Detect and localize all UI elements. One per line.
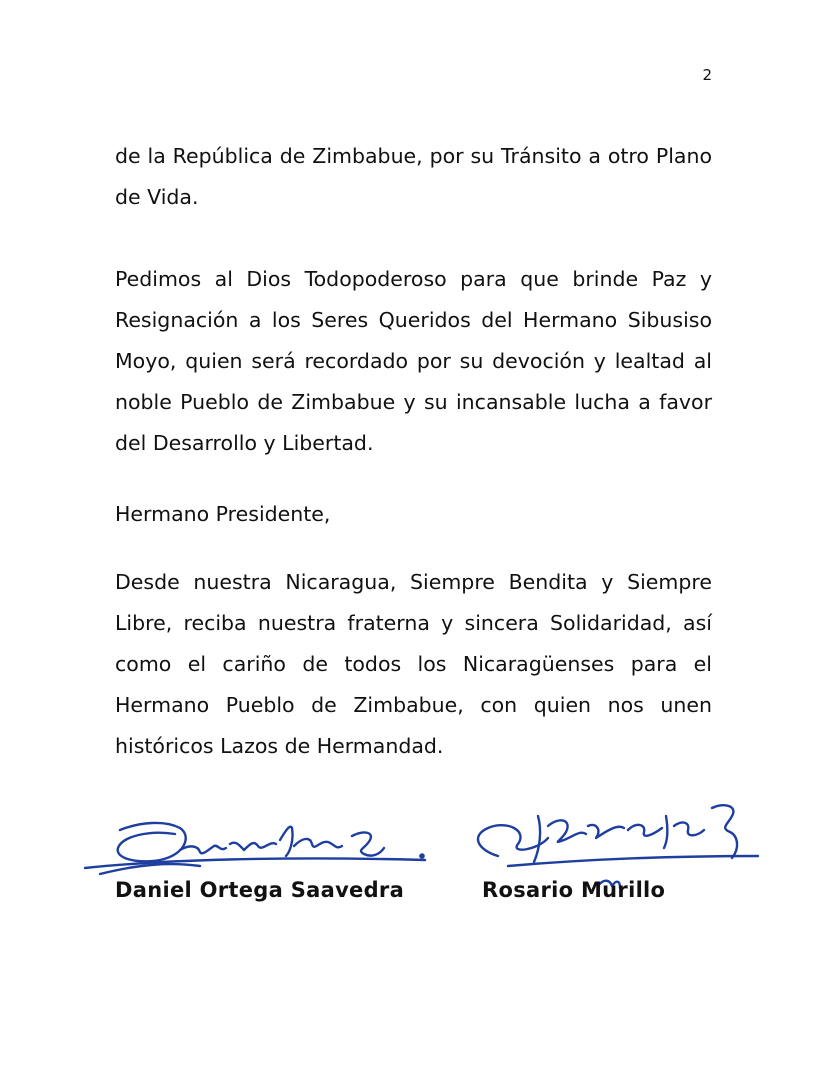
paragraph-solidarity: Desde nuestra Nicaragua, Siempre Bendita y Siempre Libre, reciba nuestra fraterna y sincera Solidaridad, así como el cariño de todos los Nicaragüenses para el Hermano Pueblo de Zimbabue, con quien nos unen históricos Lazos de Hermandad. (115, 570, 712, 758)
signatory-name-right: Rosario Murillo (482, 878, 666, 902)
paragraph-prayer: Pedimos al Dios Todopoderoso para que brinde Paz y Resignación a los Seres Queridos del Hermano Sibusiso Moyo, quien será recordado por su devoción y lealtad al noble Pueblo de Zimbabue y su incansable lucha a favor del Desarrollo y Libertad. (115, 267, 712, 455)
paragraph-closing-condolence: de la República de Zimbabue, por su Tránsito a otro Plano de Vida. (115, 144, 712, 209)
signature-daniel-ortega (80, 800, 440, 885)
paragraph-salutation: Hermano Presidente, (115, 502, 331, 526)
signatory-name-left: Daniel Ortega Saavedra (115, 878, 405, 902)
page-number: 2 (702, 66, 712, 84)
